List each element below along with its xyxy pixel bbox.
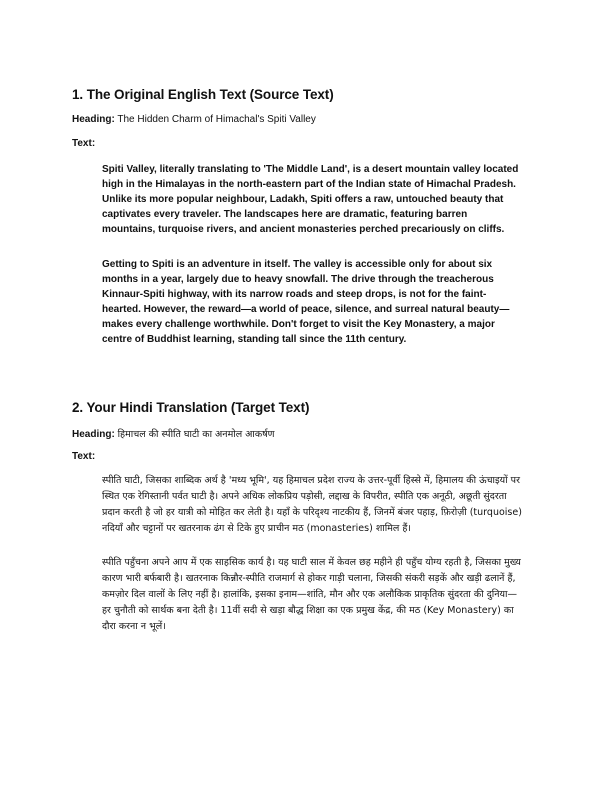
section-2-text-label: Text: <box>72 451 96 462</box>
section-1-text-line <box>72 138 95 149</box>
section-1-heading-label: Heading: <box>72 114 115 125</box>
section-1-heading-value: The Hidden Charm of Himachal's Spiti Valley <box>117 114 316 125</box>
section-2-heading-value: हिमाचल की स्पीति घाटी का अनमोल आकर्षण <box>117 429 275 440</box>
section-2-paragraph-1: स्पीति घाटी, जिसका शाब्दिक अर्थ है 'मध्य भूमि', यह हिमाचल प्रदेश राज्य के उत्तर-पूर्वी हिस्से में, हिमालय की ऊंचाइयों पर स्थित एक रेगिस्तानी पर्वत घाटी है। अपने अधिक लोकप्रिय पड़ोसी, लद्दाख के विपरीत, स्पीति एक अनूठी, अछूती सुंदरता प्रदान करती है जो हर यात्री को मोहित कर लेती है। यहाँ के परिदृश्य नाटकीय हैं, जिनमें बंजर पहाड़, फ़िरोज़ी (turquoise) नदियाँ और चट्टानों पर खतरनाक ढंग से टिके हुए प्राचीन मठ (monasteries) शामिल हैं। <box>102 475 522 534</box>
section-1-heading-line <box>72 114 316 125</box>
section-2-title: 2. Your Hindi Translation (Target Text) <box>72 400 310 415</box>
section-2-heading-line <box>72 427 275 440</box>
section-2-heading-label: Heading: <box>72 429 115 440</box>
section-1-paragraph-1: Spiti Valley, literally translating to 'The Middle Land', is a desert mountain valley located high in the Himalayas in the north-eastern part of the Indian state of Himachal Pradesh. Unlike its more popular neighbour, Ladakh, Spiti offers a raw, untouched beauty that captivates every traveler. The landscapes here are dramatic, featuring barren mountains, turquoise rivers, and ancient monasteries perched precariously on cliffs. <box>102 164 519 235</box>
section-2-text-line <box>72 451 95 462</box>
section-1-paragraph-2: Getting to Spiti is an adventure in itself. The valley is accessible only for about six months in a year, largely due to heavy snowfall. The drive through the treacherous Kinnaur-Spiti highway, with its narrow roads and steep drops, is not for the faint-hearted. However, the reward—a world of peace, silence, and surreal natural beauty—makes every challenge worthwhile. Don't forget to visit the Key Monastery, a major centre of Buddhist learning, standing tall since the 11th century. <box>102 259 510 345</box>
section-1-title: 1. The Original English Text (Source Text) <box>72 87 334 102</box>
section-1-text-label: Text: <box>72 138 96 149</box>
section-2-paragraph-2: स्पीति पहुँचना अपने आप में एक साहसिक कार्य है। यह घाटी साल में केवल छह महीने ही पहुँच योग्य रहती है, जिसका मुख्य कारण भारी बर्फबारी है। खतरनाक किन्नौर-स्पीति राजमार्ग से होकर गाड़ी चलाना, जिसकी संकरी सड़कें और खड़ी ढलानें हैं, कमज़ोर दिल वालों के लिए नहीं है। हालांकि, इसका इनाम—शांति, मौन और एक अलौकिक प्राकृतिक सुंदरता की दुनिया—हर चुनौती को सार्थक बना देती है। 11वीं सदी से खड़ा बौद्ध शिक्षा का एक प्रमुख केंद्र, की मठ (Key Monastery) का दौरा करना न भूलें। <box>102 557 521 632</box>
